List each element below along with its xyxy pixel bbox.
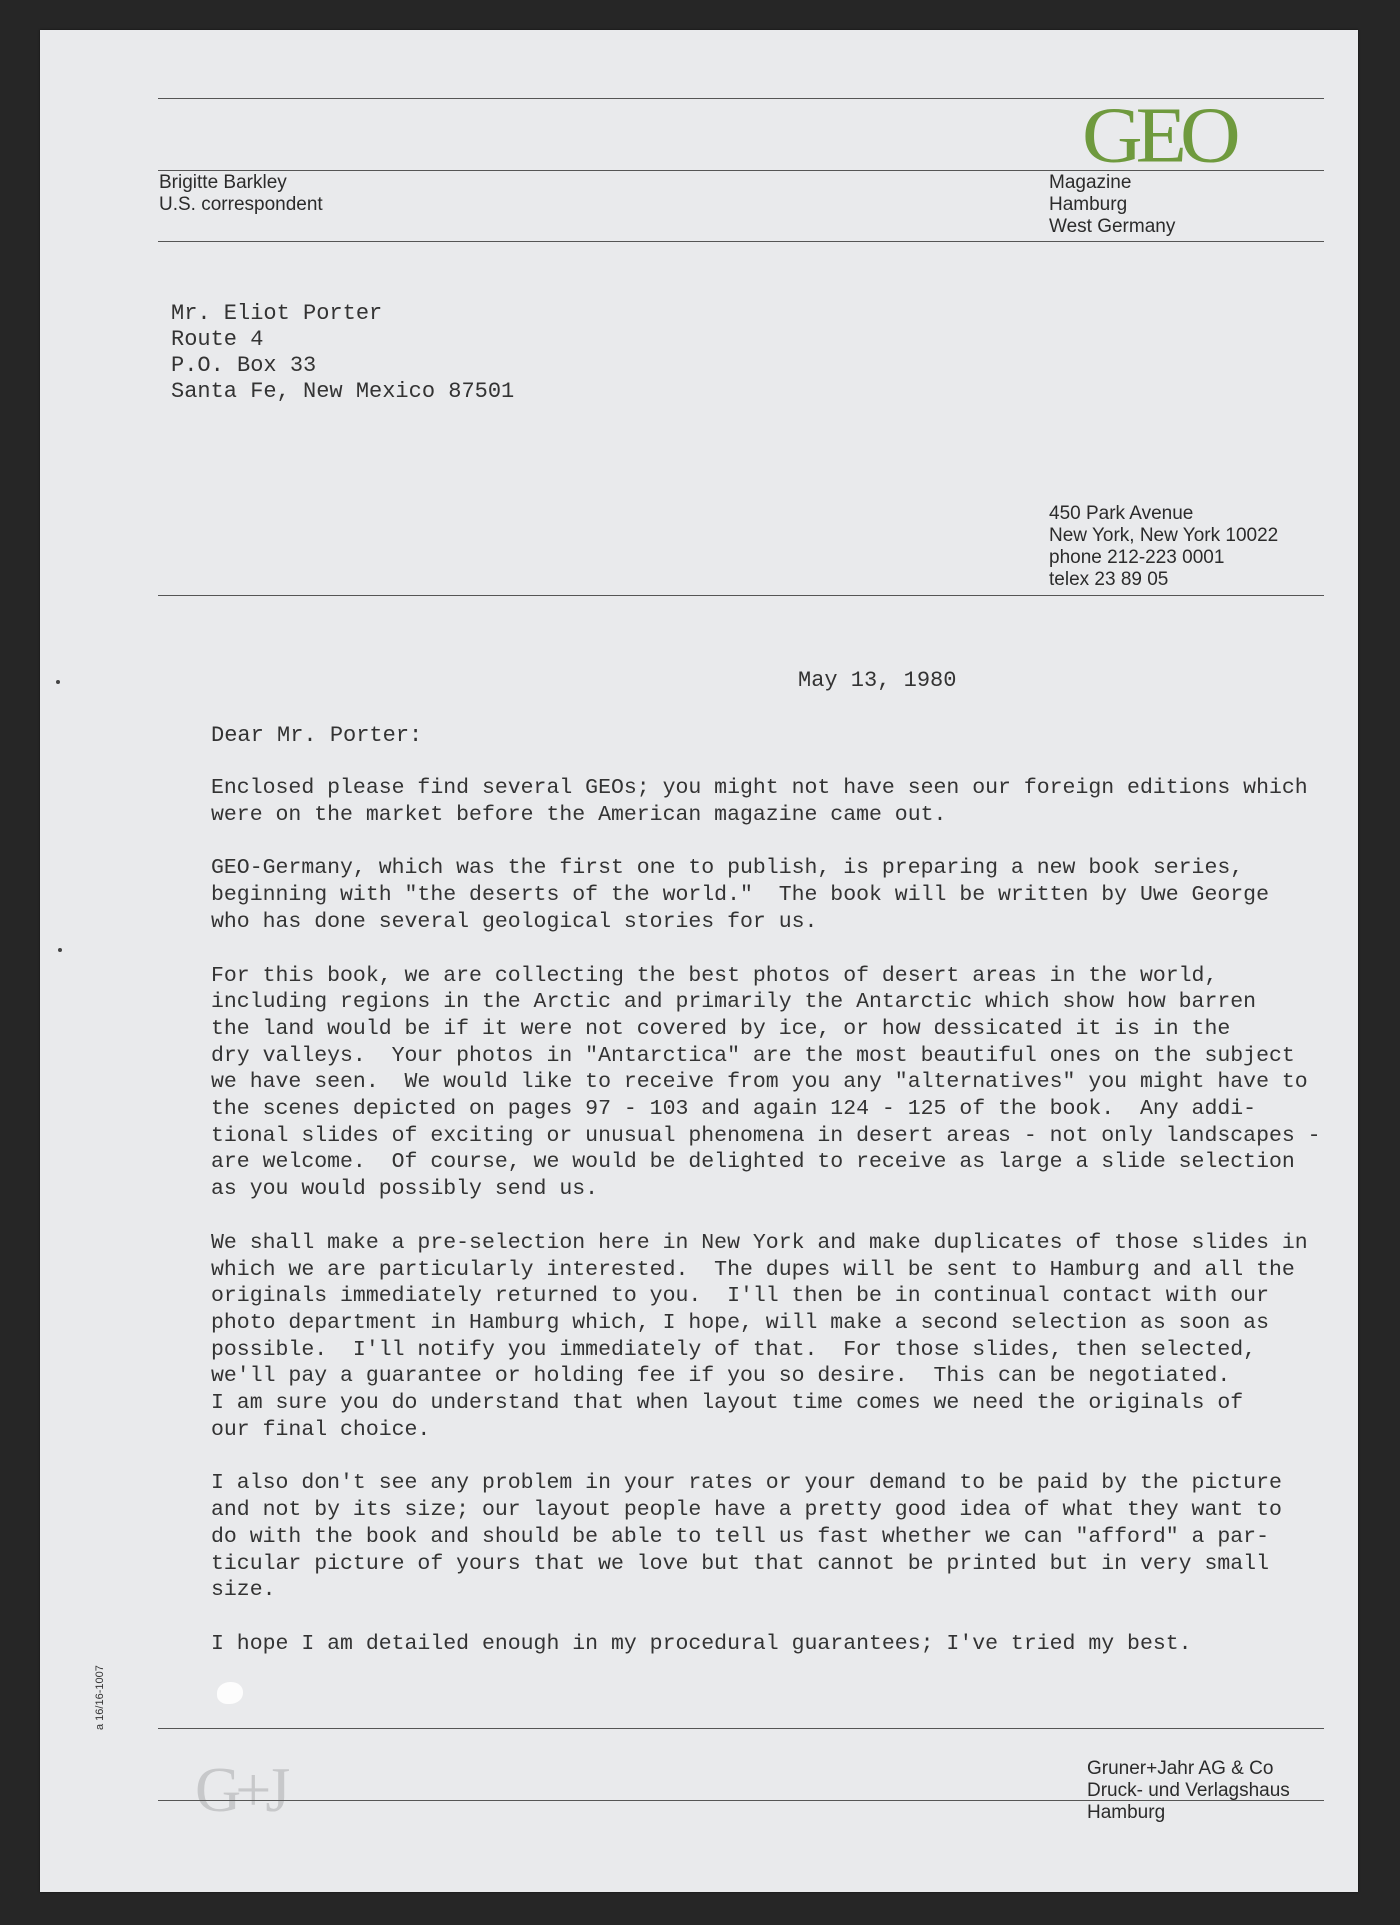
letter-body: [211, 775, 1381, 1685]
recipient-address: [171, 301, 514, 405]
body-paragraph: We shall make a pre-selection here in New York and make duplicates of those slides in which we are particularly interested. The dupes will be sent to Hamburg and all the originals immediately returned to you. I'll then be in continual contact with our photo department in Hamburg which, I hope, will make a second selection as soon as possible. I'll notify you immediately of that. For those slides, then selected, we'll pay a guarantee or holding fee if you so desire. This can be negotiated. I am sure you do understand that when layout time comes we need the originals of our final choice.: [211, 1230, 1308, 1442]
salutation: Dear Mr. Porter:: [211, 723, 423, 748]
sender-title: U.S. correspondent: [159, 194, 323, 215]
margin-mark: [58, 948, 62, 952]
footer-rule-2: [158, 1800, 1324, 1801]
recipient-line: Route 4: [171, 327, 264, 352]
footer-line: Druck- und Verlagshaus: [1087, 1780, 1290, 1801]
office-line: telex 23 89 05: [1049, 569, 1169, 590]
footer-company: [1087, 1758, 1290, 1824]
body-paragraph: For this book, we are collecting the best photos of desert areas in the world, including regions in the Arctic and primarily the Antarctic which show how barren the land would be if it were not covered by ice, or how dessicated it is in the dry valleys. Your photos in "Antarctica" are the most beautiful ones on the subject we have seen. We would like to receive from you any "alternatives" you might have to the scenes depicted on pages 97 - 103 and again 124 - 125 of the book. Any addi- tional slides of exciting or unusual phenomena in desert areas - not only landscapes - are welcome. Of course, we would be delighted to receive as large a slide selection as you would possibly send us.: [211, 963, 1321, 1202]
header-rule-1: [158, 170, 1324, 171]
paper-smudge: [217, 1682, 243, 1704]
form-code: a 16/16-1007: [94, 1665, 106, 1730]
body-paragraph: I also don't see any problem in your rates or your demand to be paid by the picture and not by its size; our layout people have a pretty good idea of what they want to do with the book and should be able to tell us fast whether we can "afford" a par- ticular picture of yours that we love but that cannot be printed but in very small size.: [211, 1471, 1282, 1603]
recipient-line: Mr. Eliot Porter: [171, 301, 383, 326]
magazine-line: Hamburg: [1049, 194, 1128, 215]
magazine-block: [1049, 172, 1175, 238]
magazine-line: West Germany: [1049, 216, 1176, 237]
office-line: 450 Park Avenue: [1049, 503, 1194, 524]
office-line: New York, New York 10022: [1049, 525, 1279, 546]
body-paragraph: GEO-Germany, which was the first one to publish, is preparing a new book series, beginning with "the deserts of the world." The book will be written by Uwe George who has done several geological stories for us.: [211, 856, 1269, 934]
office-line: phone 212-223 0001: [1049, 547, 1225, 568]
header-rule-2: [158, 241, 1324, 242]
footer-line: Gruner+Jahr AG & Co: [1087, 1758, 1274, 1779]
recipient-line: P.O. Box 33: [171, 353, 317, 378]
sender-block: [159, 172, 323, 216]
margin-mark: [56, 680, 60, 684]
footer-line: Hamburg: [1087, 1802, 1166, 1823]
magazine-line: Magazine: [1049, 172, 1132, 193]
letter-date: May 13, 1980: [798, 668, 957, 693]
recipient-line: Santa Fe, New Mexico 87501: [171, 379, 515, 404]
office-address: [1049, 503, 1278, 591]
footer-rule-1: [158, 1728, 1324, 1729]
gj-logo: G+J: [195, 1754, 285, 1825]
letter-page: [40, 30, 1358, 1892]
sender-name: Brigitte Barkley: [159, 172, 287, 193]
header-rule-3: [158, 595, 1324, 596]
geo-logo: GEO: [1082, 91, 1234, 180]
body-paragraph: I hope I am detailed enough in my procedural guarantees; I've tried my best.: [211, 1631, 1192, 1656]
body-paragraph: Enclosed please find several GEOs; you might not have seen our foreign editions which were on the market before the American magazine came out.: [211, 776, 1308, 827]
